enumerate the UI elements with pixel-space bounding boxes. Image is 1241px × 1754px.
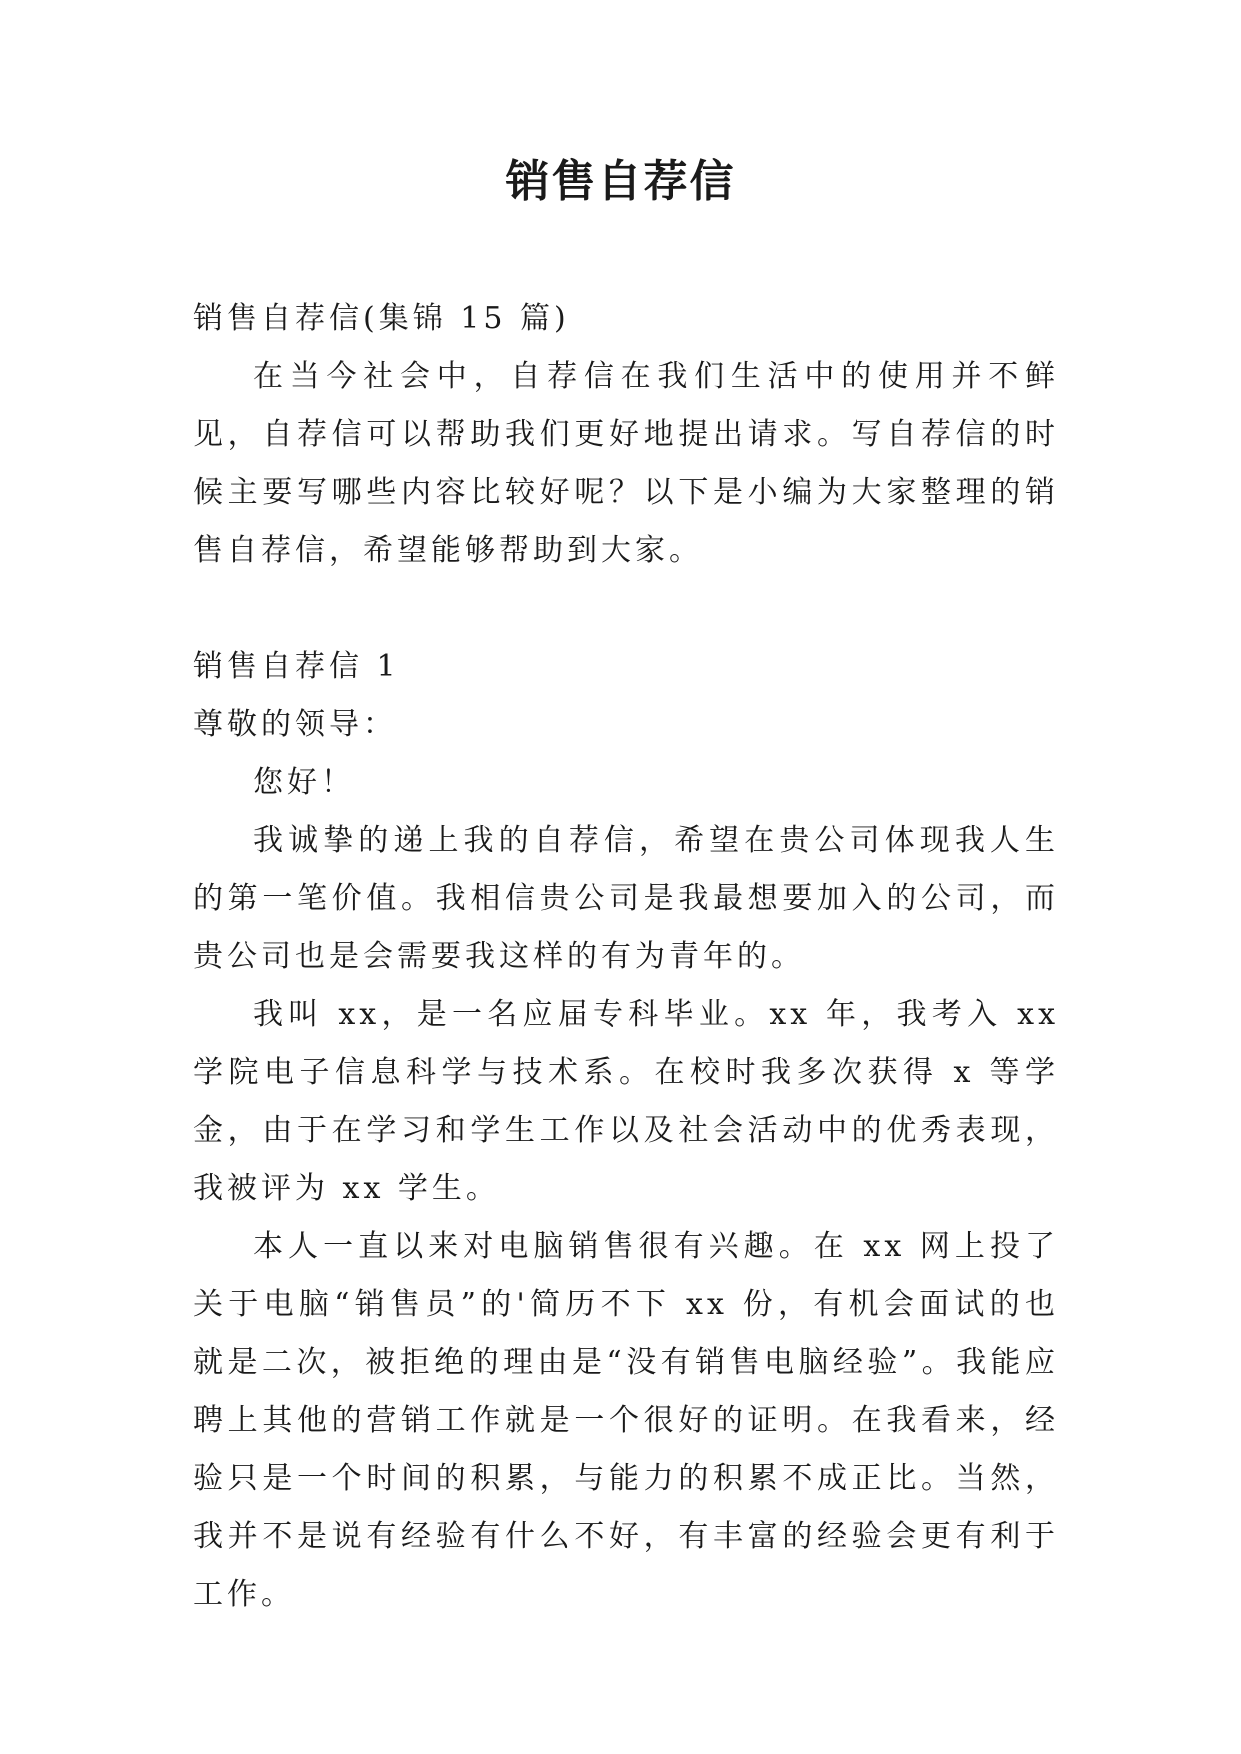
document-title: 销售自荐信 [505, 156, 736, 207]
section-heading: 销售自荐信 1 [193, 649, 400, 684]
document-body [193, 290, 1059, 1624]
intro-paragraph: 在当今社会中，自荐信在我们生活中的使用并不鲜见，自荐信可以帮助我们更好地提出请求。写自荐信的时候主要写哪些内容比较好呢？以下是小编为大家整理的销售自荐信，希望能够帮助到大家。 [193, 359, 1059, 568]
letter-paragraph: 我叫 xx，是一名应届专科毕业。xx 年，我考入 xx 学院电子信息科学与技术系。在校时我多次获得 x 等学金，由于在学习和学生工作以及社会活动中的优秀表现，我被评为 xx 学生。 [193, 997, 1059, 1206]
section-spacer [193, 580, 1059, 638]
document-subtitle: 销售自荐信(集锦 15 篇) [193, 301, 570, 336]
letter-salutation: 尊敬的领导： [193, 707, 397, 742]
letter-paragraph: 我诚挚的递上我的自荐信，希望在贵公司体现我人生的第一笔价值。我相信贵公司是我最想要加入的公司，而贵公司也是会需要我这样的有为青年的。 [193, 823, 1059, 974]
letter-greeting: 您好！ [253, 765, 355, 800]
letter-paragraph: 本人一直以来对电脑销售很有兴趣。在 xx 网上投了关于电脑“销售员”的'简历不下 xx 份，有机会面试的也就是二次，被拒绝的理由是“没有销售电脑经验”。我能应聘上其他的营销工作就是一个很好的证明。在我看来，经验只是一个时间的积累，与能力的积累不成正比。当然，我并不是说有经验有什么不好，有丰富的经验会更有利于工作。 [193, 1229, 1059, 1612]
